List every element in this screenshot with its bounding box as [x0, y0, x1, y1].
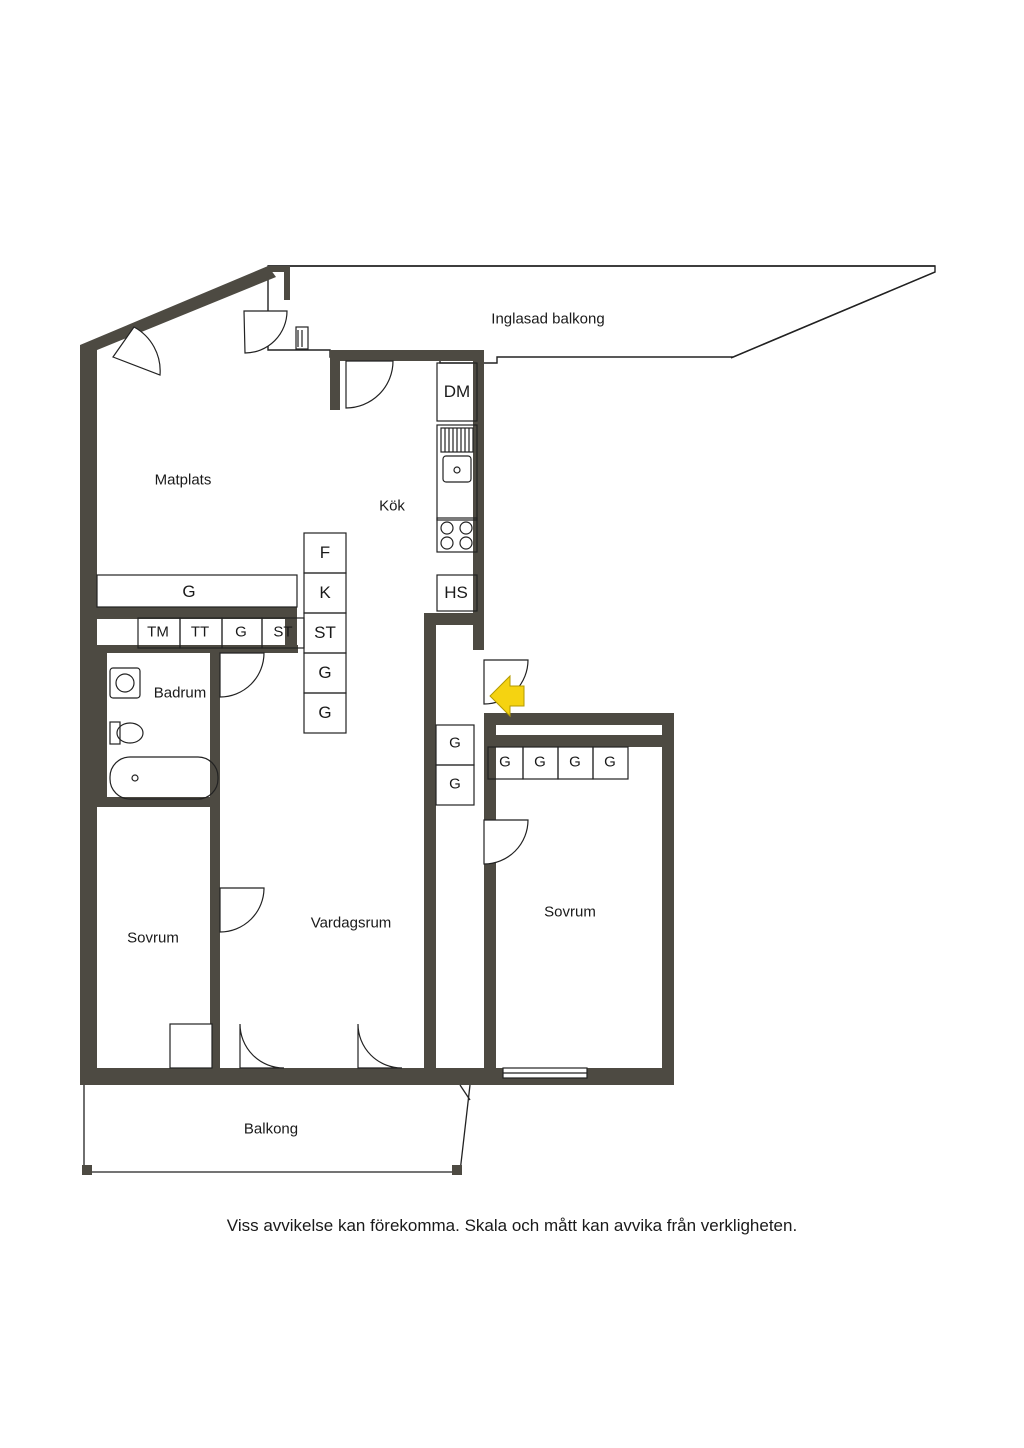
fixture-label-g-3: G — [235, 623, 247, 641]
room-label-matplats: Matplats — [154, 471, 212, 489]
fixture-label-st-2: ST — [273, 623, 293, 641]
fixture-label-g-1: G — [318, 663, 332, 682]
fixture-label-f: F — [319, 543, 331, 562]
fixture-label-k: K — [319, 583, 331, 602]
fixture-label-tt: TT — [190, 623, 210, 641]
disclaimer-caption: Viss avvikelse kan förekomma. Skala och mått kan avvika från verkligheten. — [226, 1216, 798, 1235]
fixture-label-dm: DM — [443, 382, 471, 401]
fixture-label-g-7: G — [534, 753, 546, 771]
room-label-vardagsrum: Vardagsrum — [310, 914, 392, 932]
fixture-label-g-8: G — [569, 753, 581, 771]
fixture-label-g-9: G — [604, 753, 616, 771]
fixture-label-g-4: G — [449, 734, 461, 752]
fixture-label-st-1: ST — [314, 623, 336, 642]
fixture-label-hs: HS — [444, 583, 468, 602]
fixture-label-g-6: G — [499, 753, 511, 771]
room-label-sovrum-left: Sovrum — [127, 929, 179, 947]
fixture-label-g-2: G — [318, 703, 332, 722]
room-label-sovrum-right: Sovrum — [544, 903, 596, 921]
fixture-label-g-big: G — [182, 582, 196, 601]
room-label-badrum: Badrum — [153, 684, 207, 702]
room-label-balkong: Balkong — [243, 1120, 299, 1138]
fixture-label-tm: TM — [147, 623, 169, 641]
room-label-kok: Kök — [379, 497, 405, 515]
room-label-inglasad-balkong: Inglasad balkong — [491, 310, 605, 328]
fixture-label-g-5: G — [449, 775, 461, 793]
